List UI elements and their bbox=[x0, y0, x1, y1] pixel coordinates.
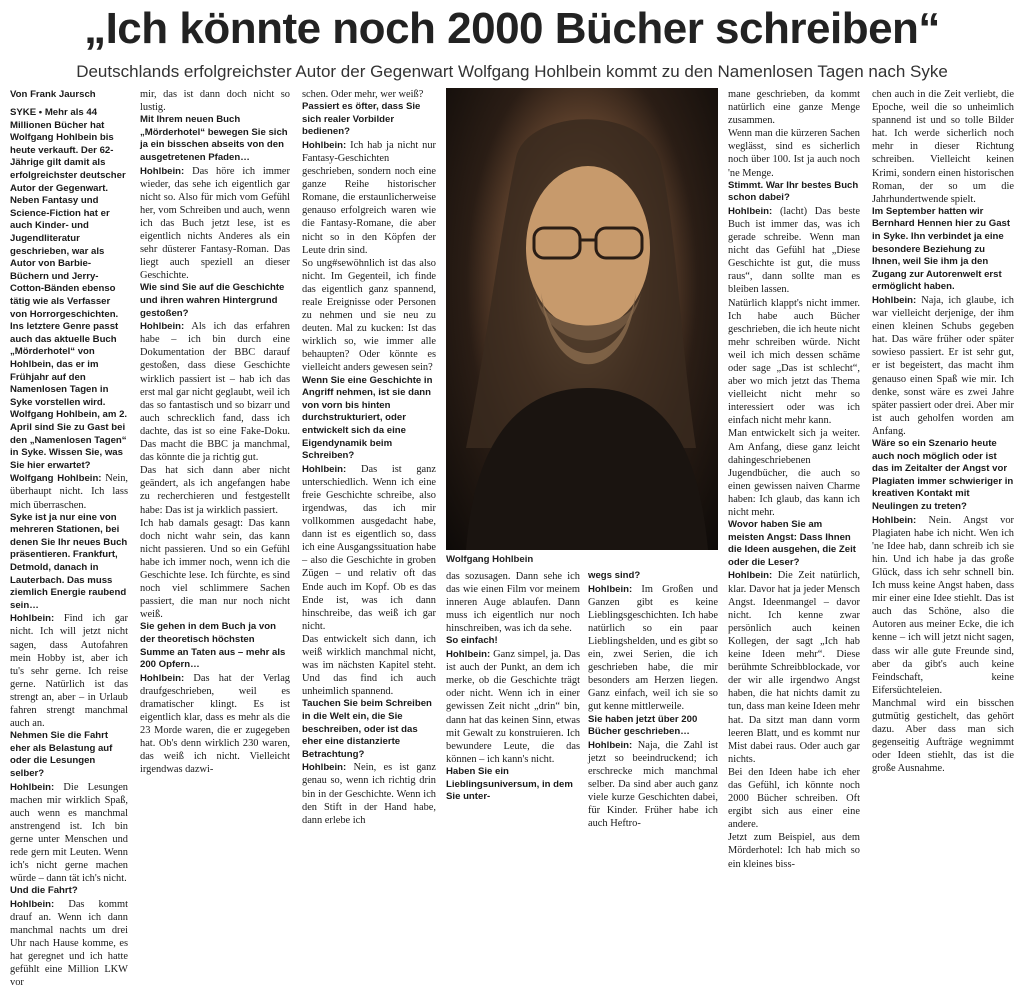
speaker-label: Hohlbein: bbox=[302, 762, 347, 774]
interview-question: Nehmen Sie die Fahrt eher als Belastung auf oder die Lesungen selber? bbox=[10, 730, 113, 779]
body-paragraph: das sozusagen. Dann sehe ich das wie einen Film vor meinem inneren Auge ablaufen. Dann muss ich eigentlich nur noch hinschreiben, was ich da sehe. bbox=[446, 571, 580, 635]
interview-answer bbox=[140, 165, 290, 283]
subheadline: Deutschlands erfolgreichster Autor der Gegenwart Wolfgang Hohlbein kommt zu den Namenlosen Tagen nach Syke bbox=[76, 62, 948, 81]
column-6 bbox=[728, 88, 860, 870]
speaker-label: Hohlbein: bbox=[140, 165, 185, 177]
column-1 bbox=[10, 88, 128, 989]
photo-caption: Wolfgang Hohlbein bbox=[446, 554, 534, 565]
body-paragraph: Jetzt zum Beispiel, aus dem Mörderhotel: Ich hab mich so ein kleines biss- bbox=[728, 832, 860, 870]
body-paragraph: schen. Oder mehr, wer weiß? bbox=[302, 89, 424, 100]
interview-answer bbox=[588, 739, 718, 831]
author-photo bbox=[446, 88, 718, 550]
interview-answer bbox=[10, 472, 128, 511]
interview-question: Wäre so ein Szenario heute auch noch möglich oder ist das im Zeitalter der Angst vor Plagiaten immer schwieriger in kreativen Kontakt mit Neulingen zu treten? bbox=[872, 438, 1014, 512]
answer-text: Im Großen und Ganzen gibt es keine Lieblingsgeschichten. Ich habe natürlich so ein paar Lieblingshelden, und es gibt so ein, zwei Serien, die ich geschrieben habe, die mir besonders am Herzen liegen. Ganz einfach, weil ich sie so gut kenne mittlerweile. bbox=[588, 583, 718, 713]
answer-text: Als ich das erfahren habe – ich bin durch eine Dokumentation der BBC darauf gestoßen, dass diese Geschichte wirklich passiert ist – hab ich das erst mal gar nicht geglaubt, weil ich das so fantastisch und so bizarr und auch schrecklich fand, dass ich dachte, das ist so eine Fake-Doku. Das macht die BBC ja manchmal, das könnte die ja richtig gut. bbox=[140, 321, 290, 464]
answer-text: Das höre ich immer wieder, das sehe ich eigentlich gar nicht so. Also für mich vom Gefühl her, vom Schreiben und auch, wenn ich das Buch jetzt lese, ist es eigentlich nichts Anderes als ein sehr düsterer Fantasy-Roman. Das liegt auch speziell an dieser Geschichte. bbox=[140, 165, 290, 282]
interview-question: Wovor haben Sie am meisten Angst: Dass Ihnen die Ideen ausgehen, die Zeit oder die Leser? bbox=[728, 519, 856, 568]
answer-text: Das ist ganz unterschiedlich. Wenn ich eine freie Geschichte schreibe, also irgendwas, das ich mir vollkommen ausgedacht habe, dann ist es eigentlich so, dass ich eine Ausgangssituation habe – also die Geschichte in groben Zügen – und relativ oft das Ende auch im Kopf. Ob es das Ende ist, was ich dann hinschreibe, das weiß ich gar nicht. bbox=[302, 463, 436, 632]
speaker-label: Hohlbein: bbox=[588, 583, 633, 595]
interview-answer bbox=[728, 569, 860, 765]
interview-answer bbox=[10, 781, 128, 886]
interview-answer bbox=[10, 612, 128, 730]
interview-question: Sie haben jetzt über 200 Bücher geschrieben… bbox=[588, 713, 698, 738]
body-paragraph: Natürlich klappt's nicht immer. Ich habe auch Bücher geschrieben, die ich heute nicht mehr schreiben würde. Nicht weil ich mich dessen schäme oder sage „Das ist schlecht“, aber wo mich jetzt das Thema vielleicht nicht mehr so interessiert oder was ich einfach nicht mehr kann. bbox=[728, 297, 860, 427]
speaker-label: Hohlbein: bbox=[140, 321, 185, 333]
speaker-label: Hohlbein: bbox=[302, 139, 347, 151]
body-paragraph: Ich hab damals gesagt: Das kann doch nicht wahr sein, das kann nicht passieren. Und so ein Gefühl habe ich immer noch, wenn ich die Geschichte lese. Ich fürchte, es sind noch viel schlimmere Sachen passiert, die man nur noch nicht weiß. bbox=[140, 517, 290, 621]
column-4 bbox=[446, 570, 580, 824]
column-2 bbox=[140, 88, 290, 824]
speaker-label: Hohlbein: bbox=[872, 295, 917, 306]
body-paragraph: So ung#sewöhnlich ist das also nicht. Im Gegenteil, ich finde das eigentlich ganz spannend, reale Ereignisse oder Personen zu nehmen und sie neu zu deuten. Mal zu kucken: Ist das wirklich so, wie immer alle behaupten? Oder könnte es vielleicht anders gewesen sein? bbox=[302, 257, 436, 374]
answer-text: Naja, ich glaube, ich war vielleicht derjenige, der ihm einen kleinen Schubs gegeben hat. Das wäre früher oder später sowieso passiert. Er ist sehr gut, er ist begeistert, das macht ihm genauso einen Spaß wie mir. Ich denke, sonst wäre es zwei Jahre später passiert oder drei. Aber mir ist auch geholfen worden am Anfang. bbox=[872, 295, 1014, 437]
interview-question: Mit Ihrem neuen Buch „Mörderhotel“ bewegen Sie sich ja ein bisschen abseits von den ausgetretenen Pfaden… bbox=[140, 114, 288, 163]
answer-text: Find ich gar nicht. Ich will jetzt nicht sagen, dass Autofahren mein Hobby ist, aber ich tu's sehr gerne. Ich reise gerne. Natürlich ist das strengt an, aber – in Urlaub fahren strengt manchmal auch an. bbox=[10, 613, 128, 730]
answer-text: Nein, es ist ganz genau so, wenn ich richtig drin bin in der Geschichte. Wenn ich den Stift in der Hand habe, dann erlebe ich bbox=[302, 762, 436, 826]
interview-answer bbox=[588, 583, 718, 714]
interview-question: Wolfgang Hohlbein, am 2. April sind Sie zu Gast bei den „Namenlosen Tagen“ in Syke. Wissen Sie, was Sie hier erwartet? bbox=[10, 409, 128, 471]
body-paragraph: Das entwickelt sich dann, ich weiß wirklich manchmal nicht, was im nächsten Kapitel steht. Und das find ich auch unheimlich spannend. bbox=[302, 633, 436, 698]
interview-answer bbox=[872, 294, 1014, 438]
speaker-label: Hohlbein: bbox=[728, 205, 773, 217]
interview-question: Passiert es öfter, dass Sie sich realer Vorbilder bedienen? bbox=[302, 101, 421, 138]
answer-text: Ich hab ja nicht nur Fantasy-Geschichten geschrieben, sondern noch eine ganze Reihe historischer Romane, die erstaunlicherweise genauso erfolgreich waren wie die Fantasy-Romane, die aber nicht so in den Köpfen der Leute drin sind. bbox=[302, 139, 436, 256]
speaker-label: Hohlbein: bbox=[302, 463, 347, 475]
speaker-label: Hohlbein: bbox=[728, 570, 773, 582]
answer-text: Das kommt drauf an. Wenn ich dann manchmal nachts um drei Uhr nach Hause komme, es hat geregnet und ich hatte gefühlt eine Million LKW vor bbox=[10, 898, 128, 989]
interview-answer bbox=[446, 648, 580, 766]
headline: „Ich könnte noch 2000 Bücher schreiben“ bbox=[84, 4, 940, 53]
speaker-label: Hohlbein: bbox=[10, 898, 55, 910]
interview-question: Haben Sie ein Lieblingsuniversum, in dem Sie unter- bbox=[446, 765, 573, 803]
interview-answer bbox=[140, 320, 290, 464]
interview-question: wegs sind? bbox=[588, 570, 641, 581]
interview-answer bbox=[302, 139, 436, 257]
answer-text: Nein, überhaupt nicht. Ich lass mich überraschen. bbox=[10, 473, 128, 511]
interview-answer bbox=[872, 514, 1014, 697]
interview-question: So einfach! bbox=[446, 635, 498, 647]
body-paragraph: chen auch in die Zeit verliebt, die Epoche, weil die so unheimlich spannend ist und so tolle Bilder hat. Ich werde sicherlich noch mehr in dieser Richtung schreiben. Vielleicht keinen Krimi, sondern einen historischen Roman, der so um die Jahrhundertwende spielt. bbox=[872, 89, 1014, 205]
speaker-label: Hohlbein: bbox=[140, 672, 185, 684]
speaker-label: Hohlbein: bbox=[446, 649, 491, 661]
body-paragraph: Wenn man die kürzeren Sachen weglässt, sind es sicherlich noch über 100. Ist ja auch noch 'ne Menge. bbox=[728, 128, 860, 179]
author-byline: Von Frank Jaursch bbox=[10, 89, 96, 100]
answer-text: Das hat der Verlag draufgeschrieben, weil es dramatischer klingt. Es ist eigentlich klar, dass es mehr als die 23 Morde waren, die er zugegeben hat. Ob's denn wirklich 230 waren, das weiß ich nicht. Vielleicht irgendwas dazwi- bbox=[140, 672, 290, 776]
answer-text: Naja, die Zahl ist jetzt so beeindruckend; ich erschrecke mich manchmal selber. Da sind aber auch ganz viele kurze Geschichten dabei, für Kinder. Früher habe ich auch Heftro- bbox=[588, 739, 718, 830]
answer-text: (lacht) Das beste Buch ist immer das, was ich gerade schreibe. Wenn man nicht das Gefühl hat „Diese Geschichte ist gut, die muss raus“, dann sollte man es bleiben lassen. bbox=[728, 205, 860, 296]
answer-text: Nein. Angst vor Plagiaten habe ich nicht. Wen ich 'ne Idee hab, dann schreib ich sie hin. Und ich habe ja das große Glück, dass ich sehr schnell bin. Ich muss keine Angst haben, dass mir einer eine Idee stiehlt. Das ist auch das Schöne, also die Autoren aus meiner Ecke, die ich kenne – ich will jetzt nicht sagen, dass wir alle gute Freunde sind, aber da gibt's auch keine Feindschaft, keine Eifersüchteleien. bbox=[872, 514, 1014, 696]
body-paragraph: Das hat sich dann aber nicht geändert, als ich angefangen habe zu recherchieren und festgestellt habe: Das ist ja wirklich passiert. bbox=[140, 465, 290, 516]
interview-question: Und die Fahrt? bbox=[10, 885, 78, 897]
answer-text: Die Zeit natürlich, klar. Davor hat ja jeder Mensch Angst. Ideenmangel – davor nicht. Ich kenne zwar persönlich auch keinen Kollegen, der sagt „Ich hab keine Ideen mehr“. Diese berühmte Schreibblockade, vor der wir alle irgendwo Angst haben, die hat nichts damit zu tun, dass man keine Ideen mehr hat. Da sitzt man dann vorm leeren Blatt, und es kommt nur Mist dabei raus. Oder auch gar nichts. bbox=[728, 570, 860, 765]
interview-answer bbox=[302, 761, 436, 826]
article-intro: SYKE • Mehr als 44 Millionen Bücher hat Wolfgang Hohlbein bis heute verkauft. Der 62-Jährige gilt damit als erfolgreichster deutscher Autor der Gegenwart. Neben Fantasy und Science-Fiction hat er auch Kinder- und Jugendliteratur geschrieben, war als Autor von Barbie-Büchern und Jerry-Cotton-Bänden ebenso tätig wie als Verfasser von Horrorgeschichten. Ins letztere Genre passt auch das aktuelle Buch „Mörderhotel“ von Hohlbein, das er im Frühjahr auf den Namenlosen Tagen in Syke vorstellen wird. bbox=[10, 107, 126, 408]
interview-question: Wenn Sie eine Geschichte in Angriff nehmen, ist sie dann von vorn bis hinten durchstrukturiert, oder entwickelt sich da eine Eigendynamik beim Schreiben? bbox=[302, 374, 433, 462]
body-paragraph: Man entwickelt sich ja weiter. Am Anfang, diese ganz leicht dahingeschriebenen Jugendbücher, die auch so einen gewissen naiven Charme haben: Ich glaub, das kann ich nicht mehr. bbox=[728, 428, 860, 518]
speaker-label: Wolfgang Hohlbein: bbox=[10, 473, 102, 485]
interview-question: Tauchen Sie beim Schreiben in die Welt ein, die Sie beschreiben, oder ist das eher eine distanzierte Betrachtung? bbox=[302, 698, 432, 760]
speaker-label: Hohlbein: bbox=[588, 739, 633, 751]
column-7 bbox=[872, 88, 1014, 824]
interview-answer bbox=[302, 463, 436, 633]
answer-text: Die Lesungen machen mir wirklich Spaß, auch wenn es manchmal anstrengend ist. Ich bin gerne unter Menschen und rede gern mit Leuten. Wenn ich's nicht gerne machen würde – dann tät ich's nicht. bbox=[10, 781, 128, 885]
speaker-label: Hohlbein: bbox=[10, 781, 55, 793]
column-3 bbox=[302, 88, 436, 824]
interview-question: Stimmt. War Ihr bestes Buch schon dabei? bbox=[728, 179, 859, 204]
interview-question: Sie gehen in dem Buch ja von der theoretisch höchsten Summe an Taten aus – mehr als 200 Opfern… bbox=[140, 621, 286, 671]
interview-question: Syke ist ja nur eine von mehreren Stationen, bei denen Sie Ihr neues Buch präsentieren. Frankfurt, Detmold, danach in Lauterbach. Das muss ziemlich Energie raubend sein… bbox=[10, 511, 128, 611]
body-paragraph: Bei den Ideen habe ich eher das Gefühl, ich könnte noch 2000 Bücher schreiben. Oft ergibt sich aus einer eine andere. bbox=[728, 766, 860, 831]
column-5 bbox=[588, 570, 718, 830]
interview-answer bbox=[728, 205, 860, 297]
body-paragraph: mane geschrieben, da kommt natürlich eine ganze Menge zusammen. bbox=[728, 89, 860, 127]
answer-text: Ganz simpel, ja. Das ist auch der Punkt, an dem ich merke, ob die Geschichte trägt oder nicht. Wenn ich in einer gewissen Zeit nicht „drin“ bin, dann hat das keinen Sinn, etwas mit Gewalt zu konstruieren. Ich bewundere Leute, die das können – ich kann's nicht. bbox=[446, 649, 580, 765]
body-paragraph: mir, das ist dann doch nicht so lustig. bbox=[140, 89, 290, 114]
speaker-label: Hohlbein: bbox=[10, 613, 55, 625]
body-paragraph: Manchmal wird ein bisschen gutmütig gestichelt, das gehört dazu. Aber dass man sich gegenseitig Aufträge wegnimmt oder Ideen stiehlt, das ist die große Ausnahme. bbox=[872, 697, 1014, 775]
speaker-label: Hohlbein: bbox=[872, 514, 917, 526]
interview-question: Wie sind Sie auf die Geschichte und ihren wahren Hintergrund gestoßen? bbox=[140, 282, 285, 319]
portrait-illustration bbox=[446, 88, 718, 550]
interview-answer bbox=[10, 898, 128, 990]
interview-answer bbox=[140, 672, 290, 777]
interview-question: Im September hatten wir Bernhard Hennen hier zu Gast in Syke. Ihn verbindet ja eine besondere Beziehung zu Ihnen, weil Sie ihm ja den Zugang zur Autorenwelt erst ermöglicht haben. bbox=[872, 205, 1011, 293]
